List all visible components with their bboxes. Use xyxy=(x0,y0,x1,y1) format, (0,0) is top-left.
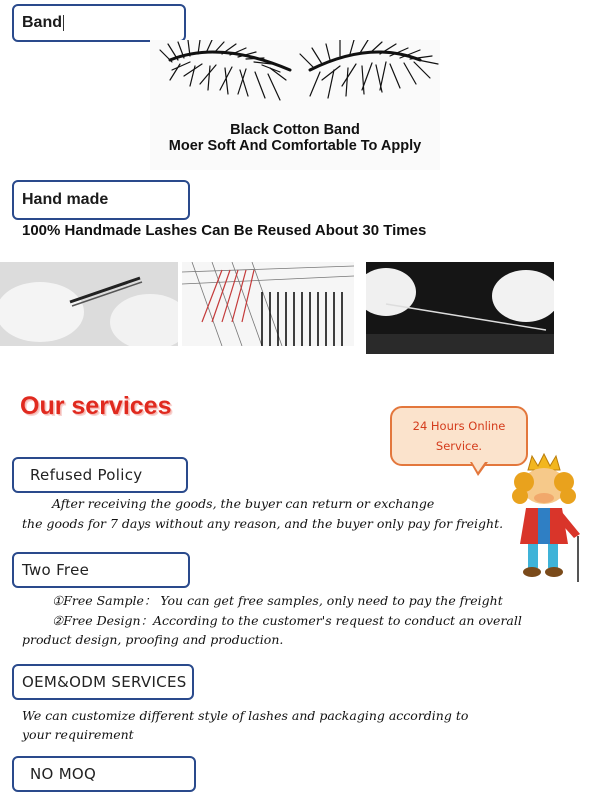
handmade-description: 100% Handmade Lashes Can Be Reused About 30 Times xyxy=(22,222,427,239)
free-design-line1: ②Free Design：According to the customer's request to conduct an overall xyxy=(52,613,522,628)
glove-thread-icon xyxy=(366,262,554,354)
band-tab xyxy=(12,4,186,42)
oem-odm-line2: your requirement xyxy=(22,727,134,742)
refused-policy-tab xyxy=(12,457,188,493)
lash-rack-icon xyxy=(182,262,354,346)
oem-odm-tab xyxy=(12,664,194,700)
no-moq-tab xyxy=(12,756,196,792)
handmade-photo-2 xyxy=(182,262,354,346)
handmade-photo-1 xyxy=(0,262,178,346)
two-free-tab-label: Two Free xyxy=(22,561,90,579)
two-free-tab xyxy=(12,552,190,588)
oem-odm-tab-label: OEM&ODM SERVICES xyxy=(22,673,187,691)
services-title: Our services xyxy=(20,392,172,420)
bubble-line2: Service. xyxy=(435,439,483,453)
mascot-king-icon xyxy=(498,452,588,586)
refused-policy-tab-label: Refused Policy xyxy=(30,466,143,484)
eyelash-icon xyxy=(150,40,440,130)
oem-odm-line1: We can customize different style of lashes and packaging according to xyxy=(22,708,469,723)
lash-caption-line2: Moer Soft And Comfortable To Apply xyxy=(168,138,422,154)
bubble-line1: 24 Hours Online xyxy=(412,419,506,433)
no-moq-tab-label: NO MOQ xyxy=(30,765,97,783)
text-caret xyxy=(63,15,64,31)
refused-policy-line2: the goods for 7 days without any reason, and the buyer only pay for freight. xyxy=(22,516,504,531)
free-sample-line: ①Free Sample： You can get free samples, only need to pay the freight xyxy=(52,593,503,608)
refused-policy-line1: After receiving the goods, the buyer can return or exchange xyxy=(52,496,435,511)
handmade-tab-label: Hand made xyxy=(22,191,109,208)
glove-tweezers-icon xyxy=(0,262,178,346)
band-tab-label: Band xyxy=(22,14,62,31)
free-design-line2: product design, proofing and production. xyxy=(22,632,284,647)
handmade-photo-3 xyxy=(366,262,554,354)
handmade-tab xyxy=(12,180,190,220)
bubble-tail-inner xyxy=(472,462,485,472)
lash-caption-line1: Black Cotton Band xyxy=(230,122,360,138)
